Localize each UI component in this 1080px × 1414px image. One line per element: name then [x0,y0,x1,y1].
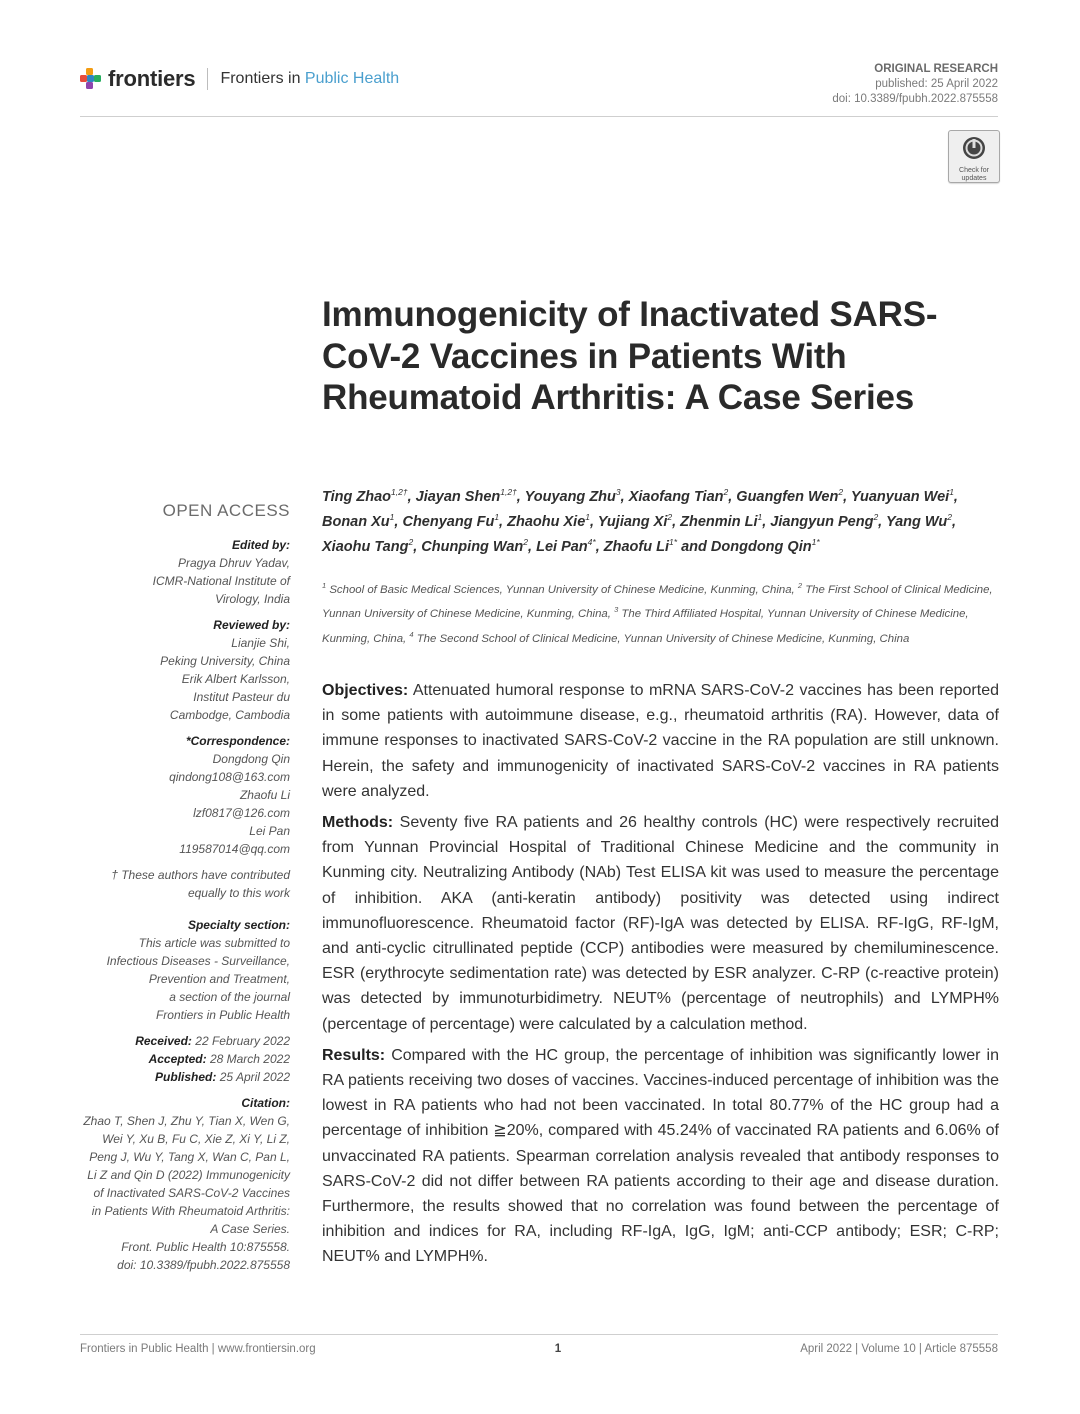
reviewer-line: Peking University, China [160,654,290,668]
footer-journal-link[interactable]: Frontiers in Public Health | www.frontiersin.org [80,1343,316,1355]
article-sidebar [80,500,290,1274]
author-name[interactable]: Chenyang Fu [402,514,495,531]
article-title: Immunogenicity of Inactivated SARS-CoV-2 Vaccines in Patients With Rheumatoid Arthritis: A Case Series [322,295,938,417]
journal-name[interactable] [220,70,399,88]
check-updates-icon [962,136,986,160]
abstract-section-label: Objectives: [322,682,409,699]
author-separator: , [590,514,598,531]
author-name[interactable]: Zhenmin Li [680,514,758,531]
equal-contribution-note: † These authors have contributed [111,868,290,882]
author-name[interactable]: Zhaofu Li [603,539,670,556]
affiliations [322,576,1002,649]
author-name[interactable]: Youyang Zhu [524,488,616,505]
author-affiliation-marker: 1,2† [500,487,517,497]
abstract-methods [322,810,999,1037]
correspondence-name: Dongdong Qin [212,752,290,766]
received-value: 22 February 2022 [195,1034,290,1048]
header-rule [80,116,998,117]
reviewer-line: Cambodge, Cambodia [169,708,290,722]
author-name[interactable]: Xiaofang Tian [628,488,724,505]
editor-line: ICMR-National Institute of [152,574,290,588]
affiliation-text: The Third Affiliated Hospital, Yunnan University of Chinese Medicine, Kunming, China, [322,608,969,645]
reviewer-line: Erik Albert Karlsson, [181,672,290,686]
author-affiliation-marker: 2 [523,537,529,548]
author-list [322,482,1002,558]
author-name[interactable]: Lei Pan [536,539,588,556]
author-separator: , [728,488,737,505]
correspondence-email[interactable]: 119587014@qq.com [179,842,290,856]
author-affiliation-marker: 2 [838,487,844,497]
author-name[interactable]: Dongdong Qin [710,539,812,556]
correspondence-email[interactable]: qindong108@163.com [169,770,290,784]
citation-line: Wei Y, Xu B, Fu C, Xie Z, Xi Y, Li Z, [102,1132,290,1146]
author-name[interactable]: Bonan Xu [322,514,390,531]
affiliation-text: School of Basic Medical Sciences, Yunnan University of Chinese Medicine, Kunming, China, [326,583,798,596]
correspondence-email[interactable]: lzf0817@126.com [193,806,290,820]
specialty-line: This article was submitted to [138,936,290,950]
frontiers-logo-icon [80,68,102,90]
footer-issue-info: April 2022 | Volume 10 | Article 875558 [800,1343,998,1355]
citation-doi[interactable]: doi: 10.3389/fpubh.2022.875558 [117,1258,290,1272]
citation-line: Zhao T, Shen J, Zhu Y, Tian X, Wen G, [83,1114,290,1128]
citation-line: A Case Series. [210,1222,290,1236]
author-name[interactable]: Jiayan Shen [415,488,501,505]
author-separator: , [413,539,422,556]
footer-rule [80,1334,998,1335]
affiliation-text: The Second School of Clinical Medicine, Yunnan University of Chinese Medicine, Kunming, China [413,632,910,645]
page-footer [80,1343,998,1355]
author-affiliation-marker: 2 [947,512,952,523]
abstract-section-label: Methods: [322,814,394,832]
abstract [322,678,999,1276]
specialty-line: Infectious Diseases - Surveillance, [106,954,290,968]
author-affiliation-marker: 2 [667,512,673,523]
check-updates-label-1: Check for [959,167,989,174]
published-value: 25 April 2022 [219,1070,290,1084]
correspondence-name: Lei Pan [249,824,290,838]
author-separator: , [953,488,958,505]
reviewer-line: Lianjie Shi, [231,636,290,650]
author-affiliation-marker: 1,2† [391,487,408,497]
published-date: published: 25 April 2022 [875,78,998,90]
equal-contribution-note: equally to this work [187,886,290,900]
editor-line: Pragya Dhruv Yadav, [177,556,290,570]
affiliation-marker: 3 [614,605,619,615]
accepted-value: 28 March 2022 [209,1052,290,1066]
affiliation-marker: 4 [409,629,414,639]
author-affiliation-marker: 1 [389,512,395,523]
brand-name: frontiers [108,66,196,91]
author-affiliation-marker: 4* [587,537,596,548]
author-name[interactable]: Guangfen Wen [736,488,839,505]
citation-heading: Citation: [241,1096,290,1110]
author-name[interactable]: Chunping Wan [421,539,524,556]
specialty-heading: Specialty section: [187,918,290,932]
specialty-line: Frontiers in Public Health [155,1008,290,1022]
citation-line: Li Z and Qin D (2022) Immunogenicity [87,1168,290,1182]
specialty-line: Prevention and Treatment, [148,972,290,986]
article-doi[interactable]: doi: 10.3389/fpubh.2022.875558 [832,93,998,105]
specialty-line: a section of the journal [169,990,290,1004]
abstract-section-text: Attenuated humoral response to mRNA SARS-CoV-2 vaccines has been reported in some patients with autoimmune disease, e.g., rheumatoid arthritis (RA). However, data of immune responses to inactivated SARS-CoV-2 vaccine in the RA population are still unknown. Herein, the safety and immunogenicity of inactivated SARS-CoV-2 vaccines in RA patients were analyzed. [322,682,999,800]
journal-name-highlight: Public Health [304,70,400,87]
author-separator: , [672,514,681,531]
received-date [80,1032,290,1050]
author-affiliation-marker: 1 [585,512,590,523]
edited-by-heading: Edited by: [231,538,290,552]
correspondence-heading: *Correspondence: [185,734,290,748]
abstract-results [322,1043,999,1270]
author-name[interactable]: Xiaohu Tang [322,539,409,556]
author-separator: , [394,514,403,531]
affiliation-text: The First School of Clinical Medicine, Yunnan University of Chinese Medicine, Kunming, China, [322,583,993,621]
author-separator: , [762,514,771,531]
article-type: ORIGINAL RESEARCH [874,63,998,75]
author-name[interactable]: Zhaohu Xie [507,514,586,531]
affiliation-marker: 1 [322,581,327,590]
author-affiliation-marker: 3 [615,487,621,497]
frontiers-logo[interactable] [80,64,399,94]
author-separator: , [407,488,416,505]
author-affiliation-marker: 2 [873,512,879,523]
author-separator: , [528,539,537,556]
citation-line: of Inactivated SARS-CoV-2 Vaccines [93,1186,290,1200]
abstract-section-label: Results: [322,1046,386,1064]
abstract-section-text: Compared with the HC group, the percentage of inhibition was significantly lower in RA patients receiving two doses of vaccines. Vaccines-induced percentage of inhibition was the lowest in RA patients who had not been vaccinated. In total 80.77% of the HC group had a percentage of inhibition ≧20%, compared with 45.24% of vaccinated RA patients and 6.06% of unvaccinated RA patients. Spearman correlation analysis revealed that antibody responses to SARS-CoV-2 did not differ between RA patients according to their age and disease duration. Furthermore, the results showed that no correlation was found between the percentage of inhibition and indices for RA, including RF-IgA, IgG, IgM; anti-CCP antibody; ESR; C-RP; NEUT% and LYMPH%. [322,1046,999,1266]
accepted-label: Accepted: [148,1052,207,1066]
editor-line: Virology, India [215,592,290,606]
author-name[interactable]: Yujiang Xi [597,514,668,531]
author-name[interactable]: Ting Zhao [322,488,392,505]
received-label: Received: [135,1034,192,1048]
citation-line: Peng J, Wu Y, Tang X, Wan C, Pan L, [89,1150,290,1164]
author-name[interactable]: Yang Wu [885,514,948,531]
citation-line: Front. Public Health 10:875558. [121,1240,290,1254]
article-meta [832,62,998,107]
citation-line: in Patients With Rheumatoid Arthritis: [91,1204,290,1218]
author-affiliation-marker: 1 [757,512,763,523]
author-separator: and [677,539,711,556]
abstract-objectives [322,678,999,804]
author-affiliation-marker: 1* [811,537,820,548]
author-separator: , [499,514,508,531]
author-separator: , [951,514,956,531]
accepted-date [80,1050,290,1068]
author-name[interactable]: Yuanyuan Wei [850,488,950,505]
author-affiliation-marker: 1 [949,487,954,497]
affiliation-marker: 2 [797,581,803,590]
reviewer-line: Institut Pasteur du [193,690,290,704]
header-divider [207,68,208,90]
page-number: 1 [554,1343,562,1355]
author-affiliation-marker: 1 [494,512,500,523]
correspondence-name: Zhaofu Li [239,788,290,802]
author-separator: , [516,488,525,505]
check-updates-label-2: updates [961,175,987,182]
author-separator: , [843,488,851,505]
reviewed-by-heading: Reviewed by: [213,618,290,632]
author-affiliation-marker: 2 [408,537,414,548]
published-label: Published: [155,1070,217,1084]
author-name[interactable]: Jiangyun Peng [770,514,874,531]
abstract-section-text: Seventy five RA patients and 26 healthy controls (HC) were respectively recruited from Yunnan Provincial Hospital of Traditional Chinese Medicine and the community in Kunming city. Neutralizing Antibody (NAb) Test ELISA kit was used to measure the percentage of inhibition. AKA (anti-keratin antibody) positivity was detected using indirect immunofluorescence. Rheumatoid factor (RF)-IgA was detected by ELISA. RF-IgG, RF-IgM, and anti-cyclic citrullinated peptide (CCP) antibodies were measured by chemiluminescence. ESR (erythrocyte sedimentation rate) was detected by ESR analyzer. C-RP (c-reactive protein) was detected by immunoturbidimetry. NEUT% (percentage of neutrophils) and LYMPH% (percentage of percentage) were calculated by a calculation method. [322,814,999,1033]
author-separator: , [878,514,886,531]
published-date-sidebar [80,1068,290,1086]
open-access-label: OPEN ACCESS [162,501,290,520]
author-affiliation-marker: 2 [723,487,729,497]
author-separator: , [595,539,604,556]
check-for-updates-button[interactable] [948,130,1000,183]
author-separator: , [620,488,629,505]
journal-prefix: Frontiers in [220,70,305,87]
author-affiliation-marker: 1* [669,537,678,548]
